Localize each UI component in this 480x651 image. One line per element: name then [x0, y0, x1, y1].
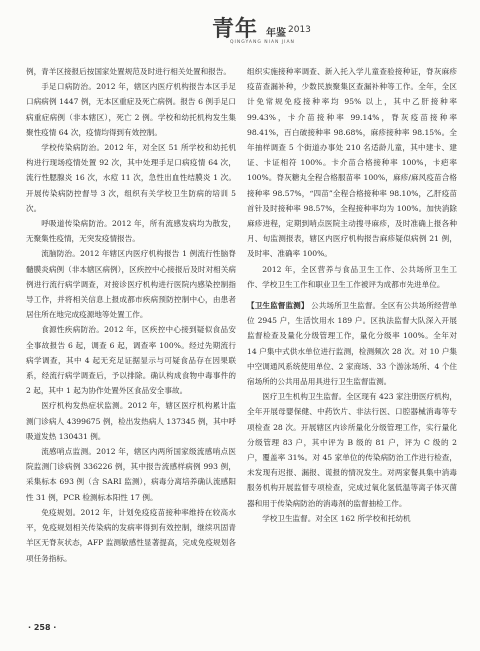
- paragraph: [247, 64, 457, 262]
- paragraph-text: 组织实施接种率调查、新入托入学儿童查验接种证，脊灰麻疹疫苗查漏补种，少数民族聚集区查漏补种等工作。全年，全区计免常规免疫接种率均 95% 以上，其中乙肝接种率 99.43%，卡介苗接种率 99.14%，脊灰疫苗接种率 98.41%，百白破接种率 98.68%，麻疹接种率 98.15%。全年抽样调查 5 个街道办事处 210 名适龄儿童，其中建卡、建证、卡证相符 100%。卡介苗合格接种率 100%，卡疤率 100%。脊灰糖丸全程合格服苗率 100%，麻疹/麻风疫苗合格接种率 98.57%，“四苗”全程合格接种率 98.10%，乙肝疫苗首针及时接种率 98.57%，全程接种率均为 100%。加快消除麻疹进程，定期到哨点医院主动搜寻麻疹，及时准确上报各种月、旬监测报表，辖区内医疗机构报告麻疹疑似病例 21 例，及时率、准确率 100%。: [247, 67, 457, 259]
- paragraph: [247, 298, 457, 389]
- section-heading: 【卫生监督监测】: [247, 301, 309, 311]
- yearbook-logo: [200, 10, 310, 54]
- paragraph: [26, 64, 236, 79]
- logo-nianjian: 年鉴: [266, 28, 286, 39]
- paragraph: [247, 511, 457, 526]
- page-header: [0, 0, 480, 56]
- paragraph-text: 学校卫生监督。对全区 162 所学校和托幼机: [262, 513, 411, 523]
- paragraph: [26, 79, 236, 140]
- paragraph: [26, 444, 236, 505]
- paragraph-text: 公共场所卫生监督。全区有公共场所经营单位 2945 户，生活饮用水 189 户。区执法监督大队深入开展监督检查及量化分级管理工作，量化分级率 100%。全年对 14 户集中式供水单位进行监测，检测频次 28 次。对 10 户集中空调通风系统使用单位、2 家商场、33 个游泳场所、4 个住宿场所的公共用品用具进行卫生监督监测。: [247, 301, 458, 387]
- logo-title: 青年: [212, 16, 259, 42]
- paragraph-text: 食源性疾病防治。2012 年，区疾控中心接到疑似食品安全事故报告 6 起，调查 6 起，调查率 100%。经过先期流行病学调查，其中 4 起无充足证据显示与可疑食品存在因果联系，经流行病学调查后，予以排除。确认构成食物中毒事件的 2 起，其中 1 起为协作处置外区食品安全事故。: [26, 325, 236, 396]
- paragraph-text: 手足口病防治。2012 年，辖区内医疗机构报告本区手足口病病例 1447 例，无本区重症及死亡病例。报告 6 例手足口病重症病例（非本辖区），死亡 2 例。学校和幼托机构发生集聚性疫情 64 次，疫情均得到有效控制。: [26, 82, 236, 137]
- paragraph: [247, 389, 457, 511]
- page-number: · 258 ·: [28, 623, 57, 632]
- paragraph-text: 流感哨点监测。2012 年，辖区内两所国家级流感哨点医院监测门诊病例 336226 例，其中报告流感样病例 993 例，采集标本 693 例（含 SARI 监测），病毒分离培养确认流感阳性 31 例，PCR 检测标本阳性 17 例。: [26, 447, 236, 502]
- paragraph: [26, 505, 236, 566]
- paragraph-text: 2012 年，全区营养与食品卫生工作、公共场所卫生工作、学校卫生工作和职业卫生工作被评为成都市先进单位。: [247, 264, 457, 289]
- paragraph-text: 免疫规划。2012 年，计划免疫疫苗接种率维持在较高水平，免疫规划相关传染病的发病率得到有效控制，继续巩固青羊区无脊灰状态，AFP 监测敏感性显著提高，完成免疫规划各项任务指标。: [26, 507, 236, 563]
- paragraph: [26, 140, 236, 216]
- paragraph: [26, 246, 236, 322]
- paragraph-text: 学校传染病防治。2012 年，对全区 51 所学校和幼托机构进行现场疫情处置 92 次，其中处理手足口病疫情 64 次，流行性腮腺炎 16 次，水痘 11 次，急性出血性结膜炎 1 次。开展传染病防控督导 3 次，组织有关学校卫生防病的培训 5 次。: [26, 143, 236, 213]
- paragraph-text: 医疗卫生机构卫生监督。全区现有 423 家注册医疗机构，全年开展母婴保健、中药饮片、非法行医、口腔器械消毒等专项检查 28 次。开展辖区内诊所量化分级管理工作，实行量化分级管理 83 户，其中评为 B 级的 81 户，评为 C 级的 2 户，覆盖率 31%。对 45 家单位的传染病防治工作进行检查，未发现有迟报、漏报、谎报的情况发生。对两家餐具集中消毒服务机构开展监督专项检查，完成过氧化氢低温等离子体灭菌器和用于传染病防治的消毒剂的监督抽检工作。: [247, 392, 457, 508]
- paragraph-text: 呼吸道传染病防治。2012 年，所有流感发病均为散发，无聚集性疫情，无突发疫情报告。: [26, 219, 236, 244]
- paragraph: [26, 322, 236, 398]
- logo-year: 2013: [288, 25, 311, 35]
- paragraph-text: 例，青羊区接报后按国家处置规范及时进行相关处置和报告。: [26, 67, 232, 76]
- paragraph-text: 流脑防治。2012 年辖区内医疗机构报告 1 例流行性脑脊髓膜炎病例（非本辖区病例），区疾控中心接报后及时对相关病例进行流行病学调查，对接诊医疗机构进行医院内感染控制指导工作，并将相关信息上报成都市疾病预防控制中心，由患者居住所在地完成疫源地等处置工作。: [26, 249, 236, 320]
- right-text-column: [247, 64, 457, 526]
- paragraph: [26, 216, 236, 246]
- paragraph-text: 医疗机构发热症状监测。2012 年，辖区医疗机构累计监测门诊病人 4399675 例，检出发热病人 137345 例，其中呼吸道发热 130431 例。: [26, 401, 236, 441]
- left-text-column: [26, 64, 236, 566]
- paragraph: [26, 398, 236, 444]
- paragraph: [247, 262, 457, 292]
- logo-pinyin: QINGYANG NIAN JIAN: [230, 40, 295, 45]
